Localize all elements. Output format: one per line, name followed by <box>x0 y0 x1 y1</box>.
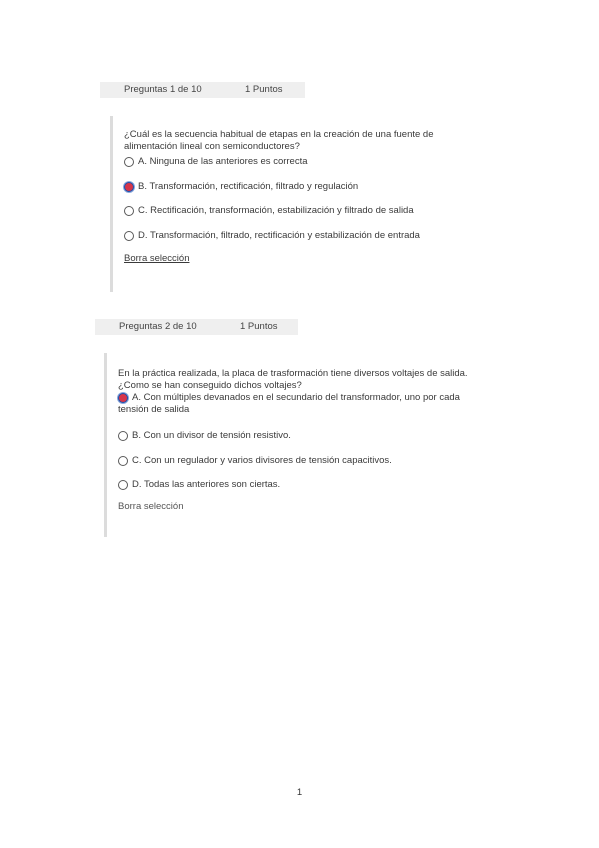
question-1-points: 1 Puntos <box>245 84 283 95</box>
question-2-option-c[interactable] <box>118 455 392 467</box>
question-2-number: Preguntas 2 de 10 <box>119 321 197 332</box>
question-1-header <box>100 82 305 98</box>
option-label: D. Transformación, filtrado, rectificación y estabilización de entrada <box>138 230 420 242</box>
question-1-option-d[interactable] <box>124 230 420 242</box>
question-1-option-c[interactable] <box>124 205 414 217</box>
question-1-text: ¿Cuál es la secuencia habitual de etapas en la creación de una fuente de alimentación lineal con semiconductores? <box>124 129 434 152</box>
question-1-number: Preguntas 1 de 10 <box>124 84 202 95</box>
question-1-option-a[interactable] <box>124 156 308 168</box>
question-2-option-b[interactable] <box>118 430 291 442</box>
option-label: A. Con múltiples devanados en el secundario del transformador, uno por cada tensión de salida <box>118 392 460 415</box>
question-2-option-a[interactable] <box>118 392 468 415</box>
page-number: 1 <box>296 787 303 798</box>
option-label: B. Con un divisor de tensión resistivo. <box>132 430 291 442</box>
question-2-points: 1 Puntos <box>240 321 278 332</box>
radio-button-icon[interactable] <box>124 206 134 216</box>
radio-button-selected-icon[interactable] <box>124 182 134 192</box>
option-label: C. Con un regulador y varios divisores de tensión capacitivos. <box>132 455 392 467</box>
question-2-header <box>95 319 298 335</box>
question-2-clear-selection-link[interactable]: Borra selección <box>118 501 184 512</box>
question-2-text: En la práctica realizada, la placa de trasformación tiene diversos voltajes de salida. ¿Como se han conseguido dichos voltajes? <box>118 368 468 391</box>
question-1-option-b[interactable] <box>124 181 358 193</box>
question-1-clear-selection-link[interactable]: Borra selección <box>124 253 190 264</box>
radio-button-icon[interactable] <box>118 456 128 466</box>
option-label: D. Todas las anteriores son ciertas. <box>132 479 281 491</box>
radio-button-icon[interactable] <box>124 231 134 241</box>
radio-button-icon[interactable] <box>124 157 134 167</box>
question-2-option-d[interactable] <box>118 479 280 491</box>
option-label: C. Rectificación, transformación, estabilización y filtrado de salida <box>138 205 414 217</box>
option-label: B. Transformación, rectificación, filtrado y regulación <box>138 181 359 193</box>
radio-button-icon[interactable] <box>118 480 128 490</box>
option-label: A. Ninguna de las anteriores es correcta <box>138 156 308 168</box>
radio-button-icon[interactable] <box>118 431 128 441</box>
